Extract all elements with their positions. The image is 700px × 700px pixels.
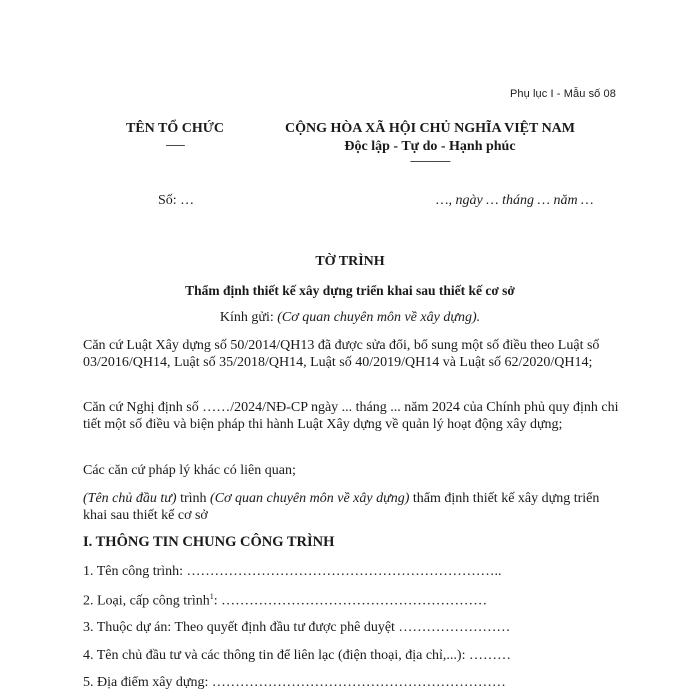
national-motto: Độc lập - Tự do - Hạnh phúc [344, 139, 516, 154]
recipient-line [0, 310, 700, 326]
country-name: CỘNG HÒA XÃ HỘI CHỦ NGHĨA VIỆT NAM [284, 121, 575, 136]
recipient-label: Kính gửi: [219, 310, 278, 325]
organization-header [110, 121, 240, 151]
organization-name: TÊN TỔ CHỨC [125, 121, 224, 136]
submission-purpose: thẩm định thiết kế xây dựng triển khai sau thiết kế cơ sở [83, 491, 600, 523]
legal-basis-law: Căn cứ Luật Xây dựng số 50/2014/QH13 đã được sửa đổi, bổ sung một số điều theo Luật số 03/2016/QH14, Luật số 35/2018/QH14, Luật số 40/2019/QH14 và Luật số 62/2020/QH14; [83, 338, 600, 370]
legal-basis-other: Các căn cứ pháp lý khác có liên quan; [83, 463, 296, 478]
organization-divider: ------- [165, 139, 185, 151]
submission-statement [83, 490, 623, 524]
field-investor-contact: 4. Tên chủ đầu tư và các thông tin để liên lạc (điện thoại, địa chỉ,...): ……… [83, 648, 511, 663]
agency-placeholder: (Cơ quan chuyên môn về xây dựng) [210, 491, 410, 506]
motto-divider: --------------- [410, 155, 450, 167]
submission-verb: trình [176, 491, 211, 506]
recipient-name: (Cơ quan chuyên môn về xây dựng). [277, 310, 481, 325]
field-project-type [83, 592, 487, 610]
national-header [275, 121, 585, 167]
legal-basis-decree: Căn cứ Nghị định số ……/2024/NĐ-CP ngày ... tháng ... năm 2024 của Chính phủ quy định chi tiết một số điều và biện pháp thi hành Luật Xây dựng về quản lý hoạt động xây dựng; [83, 400, 619, 432]
appendix-label: Phụ lục I - Mẫu số 08 [509, 88, 616, 100]
footnote-marker: 1 [209, 592, 214, 601]
field-project-type-blank: : ………………………………………………… [213, 593, 488, 609]
document-date: …, ngày … tháng … năm … [436, 193, 594, 208]
section-heading-general-info: I. THÔNG TIN CHUNG CÔNG TRÌNH [83, 534, 335, 550]
document-title: TỜ TRÌNH [315, 254, 385, 269]
field-parent-project: 3. Thuộc dự án: Theo quyết định đầu tư được phê duyệt …………………… [83, 620, 511, 635]
document-number: Số: … [158, 193, 195, 208]
field-project-name: 1. Tên công trình: ………………………………………………………….. [83, 564, 502, 579]
field-construction-location: 5. Địa điểm xây dựng: ……………………………………………………… [83, 675, 506, 690]
document-subtitle: Thẩm định thiết kế xây dựng triển khai sau thiết kế cơ sở [185, 283, 515, 298]
field-project-type-label: 2. Loại, cấp công trình [83, 593, 210, 609]
investor-placeholder: (Tên chủ đầu tư) [83, 491, 177, 506]
